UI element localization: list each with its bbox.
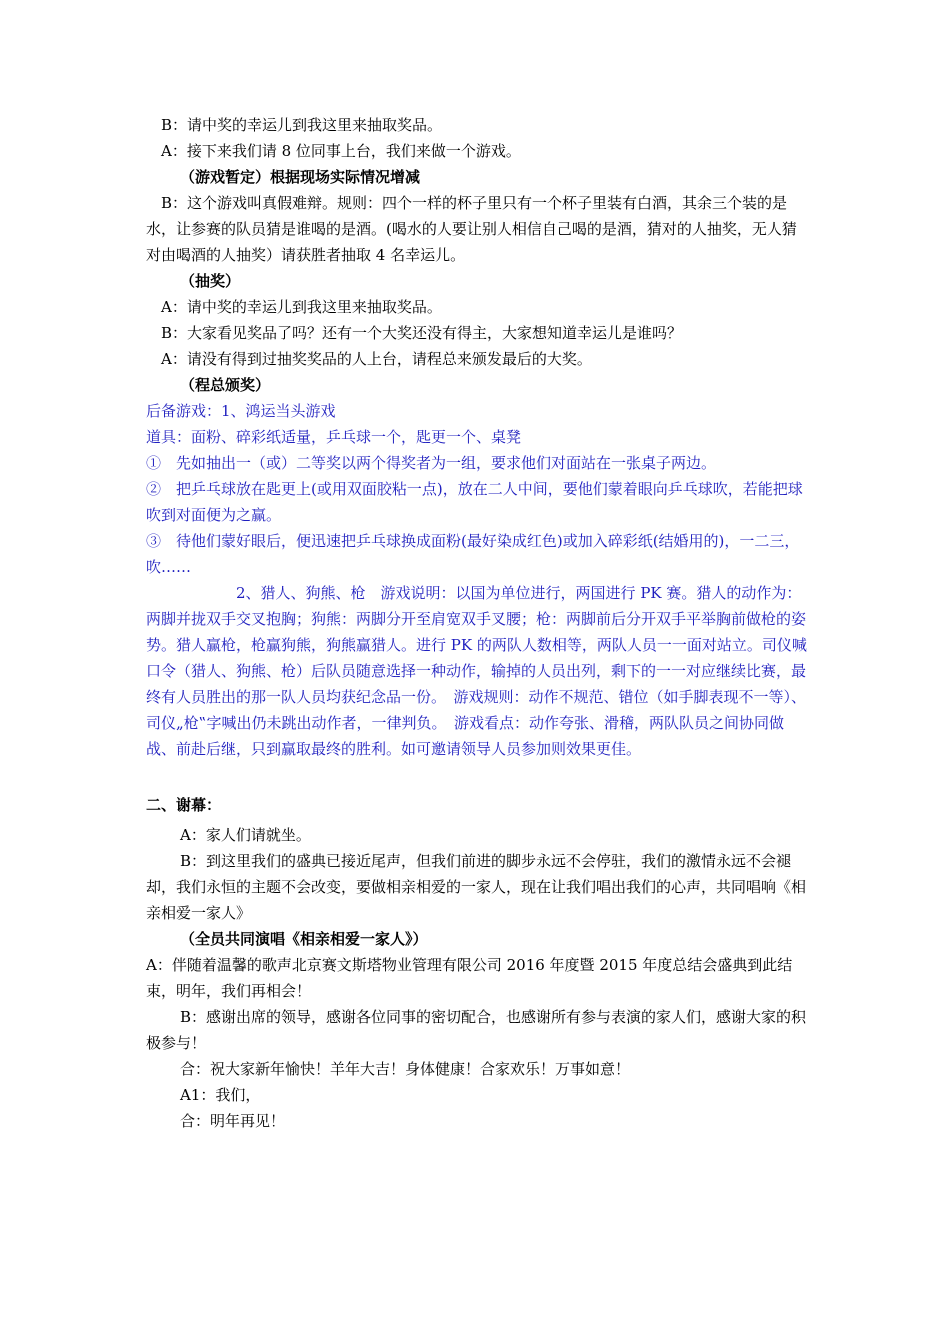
line-b-game-rules: B：这个游戏叫真假难辩。规则：四个一样的杯子里只有一个杯子里装有白酒，其余三个装的是水，让参赛的队员猜是谁喝的是酒。(喝水的人要让别人相信自己喝的是酒，猜对的人抽奖，无人猜对由喝酒的人抽奖）请获胜者抽取 4 名幸运儿。 [146,194,797,264]
closing-line-a-end: A：伴随着温馨的歌声北京赛文斯塔物业管理有限公司 2016 年度暨 2015 年度总结会盛典到此结束，明年，我们再相会！ [146,956,793,1000]
closing-line-b-song-intro: B：到这里我们的盛典已接近尾声，但我们前进的脚步永远不会停驻，我们的激情永远不会褪却，我们永恒的主题不会改变，要做相亲相爱的一家人，现在让我们唱出我们的心声，共同唱响《相亲相爱一家人》 [146,852,807,922]
stage-note-award: （程总颁奖） [180,376,271,394]
backup-game-step-1: ① 先如抽出一（或）二等奖以两个得奖者为一组，要求他们对面站在一张桌子两边。 [146,454,717,472]
backup-games-section [146,398,810,762]
document-page [146,112,810,1134]
closing-line-b-thanks: B：感谢出席的领导，感谢各位同事的密切配合，也感谢所有参与表演的家人们，感谢大家的积极参与！ [146,1008,807,1052]
backup-game-props: 道具：面粉、碎彩纸适量，乒乓球一个，匙更一个、桌凳 [146,428,522,446]
closing-stage-note-song: （全员共同演唱《相亲相爱一家人》） [180,930,428,948]
backup-game-step-3: ③ 待他们蒙好眼后，便迅速把乒乓球换成面粉(最好染成红色)或加入碎彩纸(结婚用的)，一二三，吹…… [146,532,800,576]
line-b-prize: B：请中奖的幸运儿到我这里来抽取奖品。 [161,116,443,134]
stage-note-draw: （抽奖） [180,272,241,290]
line-b-grand-prize: B：大家看见奖品了吗？还有一个大奖还没有得主，大家想知道幸运儿是谁吗？ [161,324,683,342]
closing-line-all-wishes: 合：祝大家新年愉快！羊年大吉！身体健康！合家欢乐！万事如意！ [180,1060,631,1078]
backup-game-title: 后备游戏：1、鸿运当头游戏 [146,402,336,420]
stage-note-game: （游戏暂定）根据现场实际情况增减 [180,168,421,186]
closing-line-a1: A1：我们， [180,1086,261,1104]
line-a-game-intro: A：接下来我们请 8 位同事上台，我们来做一个游戏。 [161,142,521,160]
line-a-prize: A：请中奖的幸运儿到我这里来抽取奖品。 [161,298,442,316]
backup-game-2-description: 2、猎人、狗熊、枪 游戏说明：以国为单位进行，两国进行 PK 赛。猎人的动作为：两脚并拢双手交叉抱胸；狗熊：两脚分开至肩宽双手叉腰；枪：两脚前后分开双手平举胸前做枪的姿势。猎人赢枪，枪赢狗熊，狗熊赢猎人。进行 PK 的两队人数相等，两队人员一一面对站立。司仪喊口令（猎人、狗熊、枪）后队员随意选择一种动作，输掉的人员出列，剩下的一一对应继续比赛，最终有人员胜出的那一队人员均获纪念品一份。 游戏规则：动作不规范、错位（如手脚表现不一等）、司仪„枪‟字喊出仍未跳出动作者，一律判负。 游戏看点：动作夸张、滑稽，两队队员之间协同做战、前赴后继，只到赢取最终的胜利。如可邀请领导人员参加则效果更佳。 [146,584,807,758]
spacer [146,762,810,788]
closing-heading: 二、谢幕： [146,796,222,814]
line-a-grand-prize: A：请没有得到过抽奖奖品的人上台，请程总来颁发最后的大奖。 [161,350,592,368]
closing-line-a-seat: A：家人们请就坐。 [180,826,311,844]
closing-line-all-farewell: 合：明年再见！ [180,1112,286,1130]
backup-game-step-2: ② 把乒乓球放在匙更上(或用双面胶粘一点)，放在二人中间，要他们蒙着眼向乒乓球吹，若能把球吹到对面便为之赢。 [146,480,803,524]
